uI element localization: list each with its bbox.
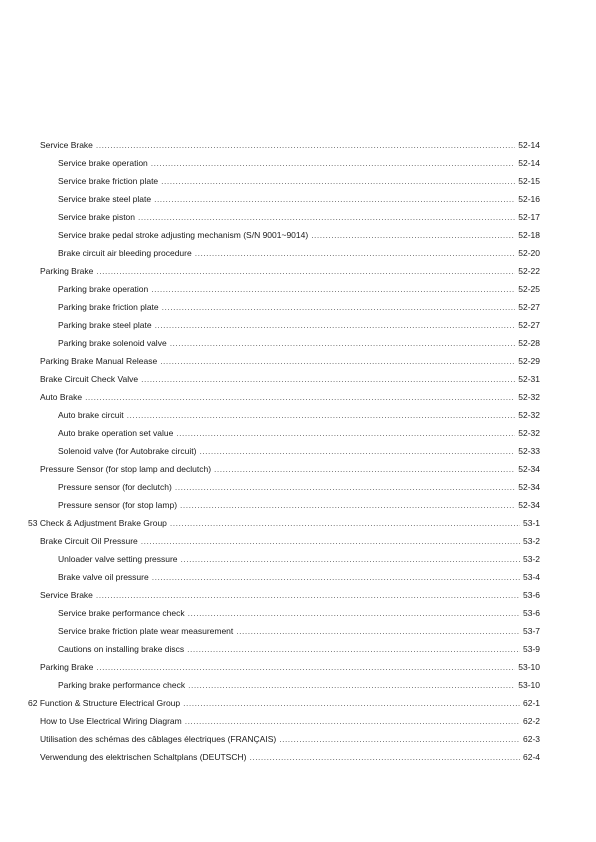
toc-dot-leader xyxy=(249,748,520,766)
toc-entry-title: Pressure sensor (for declutch) xyxy=(58,482,172,492)
toc-subsection-entry[interactable] xyxy=(0,244,596,262)
toc-entry-page-number: 53-6 xyxy=(522,590,540,600)
toc-section-entry[interactable] xyxy=(0,712,596,730)
toc-entry-title: Parking brake solenoid valve xyxy=(58,338,167,348)
toc-entry-title: Utilisation des schémas des câblages électriques (FRANÇAIS) xyxy=(40,734,277,744)
toc-entry-title: Service brake friction plate xyxy=(58,176,159,186)
toc-section-entry[interactable] xyxy=(0,352,596,370)
toc-entry-page-number: 52-29 xyxy=(518,356,540,366)
toc-dot-leader xyxy=(187,640,520,658)
toc-dot-leader xyxy=(162,298,516,316)
toc-entry-title: Brake valve oil pressure xyxy=(58,572,149,582)
toc-entry-title: Parking Brake xyxy=(40,662,94,672)
toc-entry-title: Auto Brake xyxy=(40,392,83,402)
toc-entry-page-number: 52-28 xyxy=(518,338,540,348)
toc-subsection-entry[interactable] xyxy=(0,622,596,640)
toc-subsection-entry[interactable] xyxy=(0,640,596,658)
toc-entry-page-number: 52-32 xyxy=(518,428,540,438)
toc-subsection-entry[interactable] xyxy=(0,280,596,298)
toc-subsection-entry[interactable] xyxy=(0,496,596,514)
toc-entry-page-number: 53-7 xyxy=(522,626,540,636)
toc-dot-leader xyxy=(181,550,520,568)
toc-entry-page-number: 52-20 xyxy=(518,248,540,258)
toc-entry-title: Auto brake circuit xyxy=(58,410,124,420)
toc-entry-page-number: 52-25 xyxy=(518,284,540,294)
toc-dot-leader xyxy=(152,568,520,586)
toc-entry-page-number: 53-10 xyxy=(518,680,540,690)
toc-entry-page-number: 62-1 xyxy=(522,698,540,708)
toc-section-entry[interactable] xyxy=(0,262,596,280)
toc-dot-leader xyxy=(160,352,515,370)
toc-entry-title: Parking brake steel plate xyxy=(58,320,152,330)
toc-dot-leader xyxy=(155,316,516,334)
toc-dot-leader xyxy=(96,262,515,280)
table-of-contents xyxy=(0,136,596,766)
toc-dot-leader xyxy=(176,424,515,442)
toc-entry-title: Brake Circuit Oil Pressure xyxy=(40,536,138,546)
toc-entry-page-number: 52-27 xyxy=(518,320,540,330)
toc-dot-leader xyxy=(236,622,520,640)
toc-section-entry[interactable] xyxy=(0,136,596,154)
toc-dot-leader xyxy=(199,442,515,460)
toc-entry-title: Service brake piston xyxy=(58,212,136,222)
toc-entry-title: 62 Function & Structure Electrical Group xyxy=(28,698,181,708)
toc-subsection-entry[interactable] xyxy=(0,226,596,244)
toc-dot-leader xyxy=(85,388,515,406)
toc-entry-page-number: 52-34 xyxy=(518,500,540,510)
toc-dot-leader xyxy=(154,190,515,208)
toc-subsection-entry[interactable] xyxy=(0,190,596,208)
toc-entry-title: Pressure sensor (for stop lamp) xyxy=(58,500,178,510)
toc-dot-leader xyxy=(170,334,516,352)
toc-entry-title: Cautions on installing brake discs xyxy=(58,644,185,654)
toc-subsection-entry[interactable] xyxy=(0,406,596,424)
toc-subsection-entry[interactable] xyxy=(0,442,596,460)
toc-dot-leader xyxy=(96,136,515,154)
toc-entry-title: Pressure Sensor (for stop lamp and declutch) xyxy=(40,464,212,474)
toc-entry-page-number: 52-33 xyxy=(518,446,540,456)
toc-dot-leader xyxy=(151,280,515,298)
toc-dot-leader xyxy=(188,676,515,694)
toc-subsection-entry[interactable] xyxy=(0,316,596,334)
toc-chapter-entry[interactable] xyxy=(0,694,596,712)
toc-entry-title: Verwendung des elektrischen Schaltplans (DEUTSCH) xyxy=(40,752,247,762)
toc-subsection-entry[interactable] xyxy=(0,298,596,316)
toc-subsection-entry[interactable] xyxy=(0,154,596,172)
toc-dot-leader xyxy=(161,172,515,190)
toc-entry-title: Service Brake xyxy=(40,140,93,150)
toc-entry-page-number: 53-10 xyxy=(518,662,540,672)
toc-entry-page-number: 52-18 xyxy=(518,230,540,240)
toc-entry-page-number: 62-4 xyxy=(522,752,540,762)
toc-entry-title: Brake circuit air bleeding procedure xyxy=(58,248,192,258)
toc-entry-page-number: 53-1 xyxy=(522,518,540,528)
toc-entry-page-number: 52-34 xyxy=(518,464,540,474)
toc-chapter-entry[interactable] xyxy=(0,514,596,532)
toc-entry-title: Service Brake xyxy=(40,590,93,600)
toc-entry-title: Service brake friction plate wear measurement xyxy=(58,626,234,636)
toc-subsection-entry[interactable] xyxy=(0,550,596,568)
toc-dot-leader xyxy=(96,586,520,604)
toc-section-entry[interactable] xyxy=(0,388,596,406)
toc-entry-page-number: 52-34 xyxy=(518,482,540,492)
toc-dot-leader xyxy=(141,370,515,388)
toc-section-entry[interactable] xyxy=(0,370,596,388)
toc-section-entry[interactable] xyxy=(0,586,596,604)
toc-entry-page-number: 52-16 xyxy=(518,194,540,204)
toc-subsection-entry[interactable] xyxy=(0,478,596,496)
toc-entry-title: Parking Brake Manual Release xyxy=(40,356,158,366)
toc-entry-title: Service brake performance check xyxy=(58,608,185,618)
toc-dot-leader xyxy=(183,694,520,712)
toc-entry-page-number: 53-9 xyxy=(522,644,540,654)
toc-entry-page-number: 62-2 xyxy=(522,716,540,726)
toc-entry-title: How to Use Electrical Wiring Diagram xyxy=(40,716,182,726)
toc-entry-title: Service brake steel plate xyxy=(58,194,152,204)
toc-dot-leader xyxy=(214,460,515,478)
toc-dot-leader xyxy=(185,712,520,730)
toc-entry-title: Parking brake performance check xyxy=(58,680,186,690)
toc-entry-page-number: 52-22 xyxy=(518,266,540,276)
toc-dot-leader xyxy=(96,658,515,676)
toc-dot-leader xyxy=(151,154,515,172)
toc-entry-title: 53 Check & Adjustment Brake Group xyxy=(28,518,167,528)
toc-section-entry[interactable] xyxy=(0,532,596,550)
toc-entry-page-number: 52-32 xyxy=(518,392,540,402)
toc-entry-title: Parking brake operation xyxy=(58,284,149,294)
toc-subsection-entry[interactable] xyxy=(0,172,596,190)
toc-dot-leader xyxy=(180,496,515,514)
toc-entry-page-number: 52-27 xyxy=(518,302,540,312)
toc-entry-page-number: 52-15 xyxy=(518,176,540,186)
toc-section-entry[interactable] xyxy=(0,748,596,766)
toc-entry-page-number: 52-14 xyxy=(518,140,540,150)
toc-subsection-entry[interactable] xyxy=(0,604,596,622)
toc-dot-leader xyxy=(311,226,515,244)
toc-entry-page-number: 53-6 xyxy=(522,608,540,618)
toc-entry-page-number: 52-32 xyxy=(518,410,540,420)
toc-entry-title: Service brake pedal stroke adjusting mechanism (S/N 9001~9014) xyxy=(58,230,309,240)
toc-dot-leader xyxy=(279,730,520,748)
toc-section-entry[interactable] xyxy=(0,658,596,676)
toc-subsection-entry[interactable] xyxy=(0,334,596,352)
toc-section-entry[interactable] xyxy=(0,460,596,478)
toc-entry-page-number: 53-2 xyxy=(522,554,540,564)
toc-entry-title: Parking Brake xyxy=(40,266,94,276)
toc-subsection-entry[interactable] xyxy=(0,424,596,442)
toc-entry-title: Service brake operation xyxy=(58,158,148,168)
toc-entry-page-number: 52-31 xyxy=(518,374,540,384)
toc-dot-leader xyxy=(195,244,516,262)
toc-entry-title: Unloader valve setting pressure xyxy=(58,554,178,564)
toc-dot-leader xyxy=(170,514,520,532)
toc-dot-leader xyxy=(188,604,520,622)
toc-entry-title: Brake Circuit Check Valve xyxy=(40,374,139,384)
toc-subsection-entry[interactable] xyxy=(0,208,596,226)
toc-subsection-entry[interactable] xyxy=(0,568,596,586)
toc-entry-title: Parking brake friction plate xyxy=(58,302,159,312)
toc-dot-leader xyxy=(141,532,520,550)
toc-entry-title: Auto brake operation set value xyxy=(58,428,174,438)
toc-section-entry[interactable] xyxy=(0,730,596,748)
toc-entry-page-number: 53-2 xyxy=(522,536,540,546)
toc-entry-title: Solenoid valve (for Autobrake circuit) xyxy=(58,446,197,456)
toc-entry-page-number: 53-4 xyxy=(522,572,540,582)
toc-entry-page-number: 52-14 xyxy=(518,158,540,168)
toc-dot-leader xyxy=(175,478,515,496)
toc-subsection-entry[interactable] xyxy=(0,676,596,694)
toc-dot-leader xyxy=(127,406,516,424)
toc-dot-leader xyxy=(138,208,515,226)
toc-entry-page-number: 52-17 xyxy=(518,212,540,222)
toc-entry-page-number: 62-3 xyxy=(522,734,540,744)
